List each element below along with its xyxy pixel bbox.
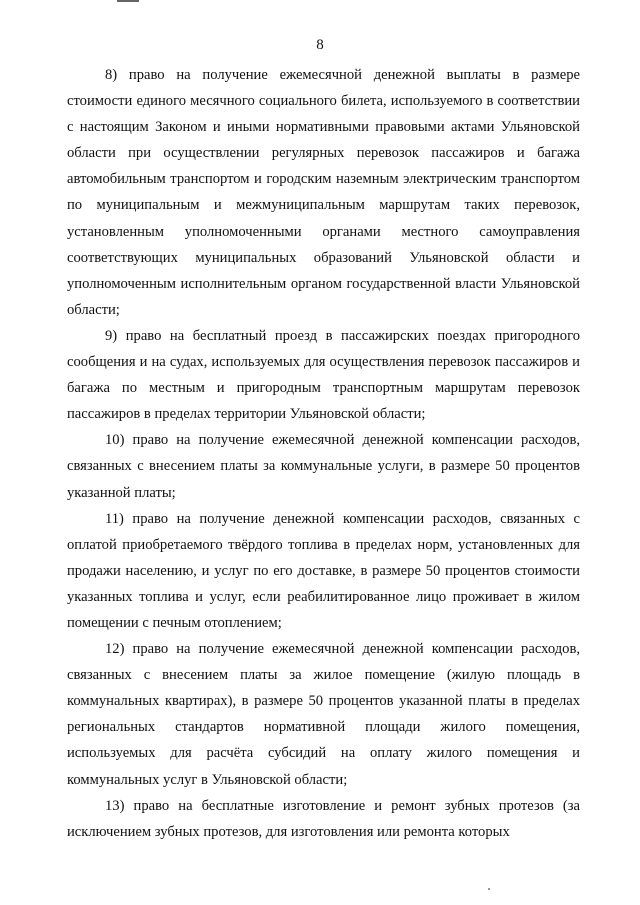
paragraph-item-8: 8) право на получение ежемесячной денежной выплаты в размере стоимости единого месячного социального билета, используемого в соответствии с настоящим Законом и иными нормативными правовыми актами Ульяновской области при осуществлении регулярных перевозок пассажиров и багажа автомобильным транспортом и городским наземным электрическим транспортом по муниципальным и межмуниципальным маршрутам таких перевозок, установленным уполномоченными органами местного самоуправления соответствующих муниципальных образований Ульяновской области и уполномоченным исполнительным органом государственной власти Ульяновской области; [67,67,580,318]
paragraph-item-12: 12) право на получение ежемесячной денежной компенсации расходов, связанных с внесением платы за жилое помещение (жилую площадь в коммунальных квартирах), в размере 50 процентов указанной платы в пределах региональных стандартов нормативной площади жилого помещения, используемых для расчёта субсидий на оплату жилого помещения и коммунальных услуг в Ульяновской области; [67,641,580,788]
paragraph-item-11: 11) право на получение денежной компенсации расходов, связанных с оплатой приобретаемого твёрдого топлива в пределах норм, установленных для продажи населению, и услуг по его доставке, в размере 50 процентов стоимости указанных топлива и услуг, если реабилитированное лицо проживает в жилом помещении с печным отоплением; [67,510,580,631]
scan-artifact [117,0,139,2]
page-number: 8 [316,37,324,53]
document-body [67,62,580,845]
paragraph-item-9: 9) право на бесплатный проезд в пассажирских поездах пригородного сообщения и на судах, используемых для осуществления перевозок пассажиров и багажа по местным и пригородным транспортным маршрутам перевозок пассажиров в пределах территории Ульяновской области; [67,327,580,423]
paragraph-item-10: 10) право на получение ежемесячной денежной компенсации расходов, связанных с внесением платы за коммунальные услуги, в размере 50 процентов указанной платы; [67,432,580,501]
paragraph-item-13: 13) право на бесплатные изготовление и ремонт зубных протезов (за исключением зубных протезов, для изготовления или ремонта которых [67,797,580,840]
scan-artifact [488,888,490,890]
